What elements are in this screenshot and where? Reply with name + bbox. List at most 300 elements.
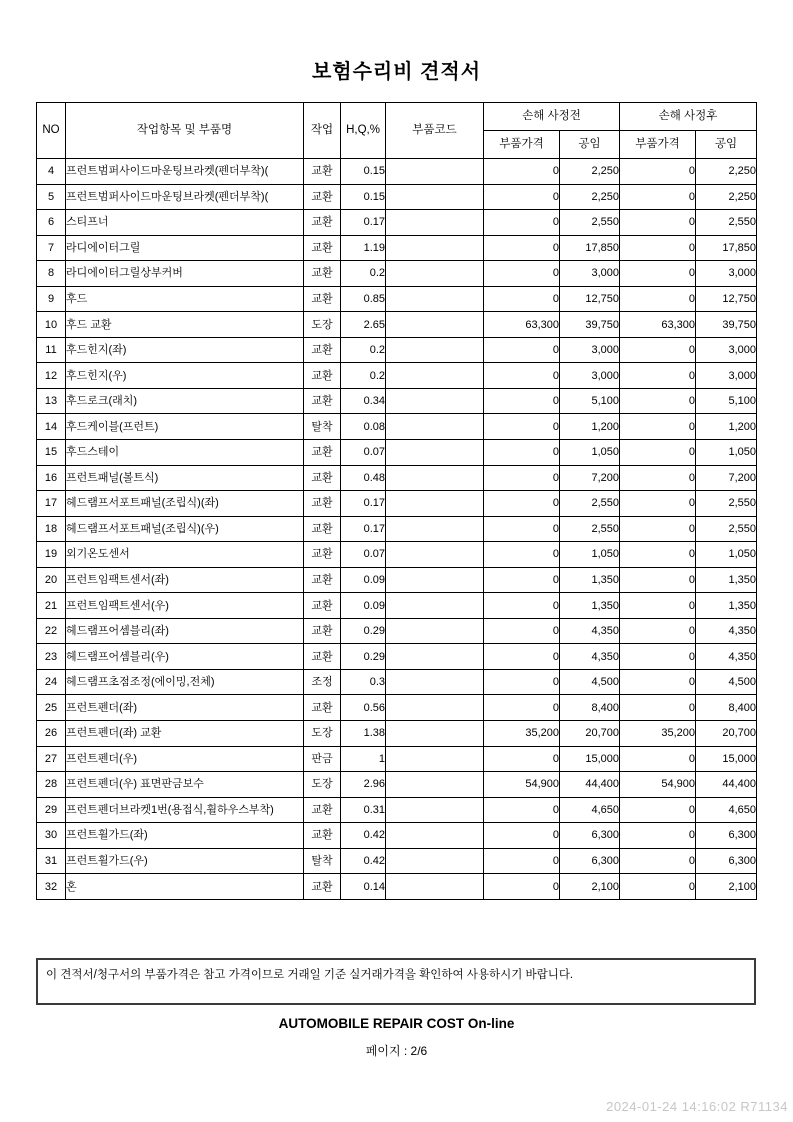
cell-post-labor: 1,050 — [696, 542, 757, 568]
cell-part-code — [386, 567, 484, 593]
table-row — [37, 823, 757, 849]
cell-part-code — [386, 159, 484, 185]
cell-pre-labor: 15,000 — [560, 746, 620, 772]
cell-hq: 0.14 — [341, 874, 386, 900]
cell-post-part-price: 0 — [620, 669, 696, 695]
cell-post-part-price: 0 — [620, 159, 696, 185]
table-row — [37, 337, 757, 363]
cell-pre-part-price: 0 — [484, 695, 560, 721]
table-row — [37, 542, 757, 568]
cell-pre-part-price: 0 — [484, 159, 560, 185]
cell-no: 7 — [37, 235, 66, 261]
cell-no: 20 — [37, 567, 66, 593]
cell-post-labor: 1,050 — [696, 440, 757, 466]
cell-part-code — [386, 695, 484, 721]
header-post-assessment-group: 손해 사정후 — [620, 103, 757, 131]
cell-part-code — [386, 848, 484, 874]
table-row — [37, 388, 757, 414]
cell-post-labor: 6,300 — [696, 848, 757, 874]
cell-pre-part-price: 0 — [484, 286, 560, 312]
cell-pre-labor: 4,650 — [560, 797, 620, 823]
cell-hq: 0.08 — [341, 414, 386, 440]
document-title: 보험수리비 견적서 — [311, 61, 482, 83]
cell-post-labor: 7,200 — [696, 465, 757, 491]
cell-no: 8 — [37, 261, 66, 287]
cell-post-part-price: 0 — [620, 695, 696, 721]
cell-work-type: 교환 — [304, 261, 341, 287]
timestamp-watermark: 2024-01-24 14:16:02 R71134 — [606, 1099, 788, 1114]
cell-item-name: 프런트펜더(우) — [66, 746, 304, 772]
cell-pre-labor: 3,000 — [560, 261, 620, 287]
cell-part-code — [386, 823, 484, 849]
cell-post-part-price: 0 — [620, 363, 696, 389]
cell-work-type: 교환 — [304, 644, 341, 670]
header-pre-assessment-group: 손해 사정전 — [484, 103, 620, 131]
cell-post-labor: 2,250 — [696, 159, 757, 185]
cell-pre-labor: 4,500 — [560, 669, 620, 695]
cell-no: 28 — [37, 772, 66, 798]
cell-pre-labor: 2,550 — [560, 210, 620, 236]
cell-work-type: 도장 — [304, 312, 341, 338]
table-row — [37, 848, 757, 874]
cell-no: 21 — [37, 593, 66, 619]
cell-no: 14 — [37, 414, 66, 440]
cell-part-code — [386, 516, 484, 542]
cell-post-part-price: 0 — [620, 184, 696, 210]
table-row — [37, 312, 757, 338]
cell-post-labor: 17,850 — [696, 235, 757, 261]
header-row-groups — [37, 103, 757, 131]
cell-pre-labor: 5,100 — [560, 388, 620, 414]
cell-item-name: 프런트휠가드(좌) — [66, 823, 304, 849]
cell-hq: 0.3 — [341, 669, 386, 695]
table-row — [37, 491, 757, 517]
cell-part-code — [386, 465, 484, 491]
cell-pre-part-price: 0 — [484, 235, 560, 261]
cell-post-labor: 2,250 — [696, 184, 757, 210]
cell-pre-labor: 17,850 — [560, 235, 620, 261]
cell-item-name: 프런트펜더브라켓1번(용접식,휠하우스부착) — [66, 797, 304, 823]
cell-no: 15 — [37, 440, 66, 466]
cell-work-type: 교환 — [304, 593, 341, 619]
cell-no: 11 — [37, 337, 66, 363]
cell-pre-part-price: 0 — [484, 261, 560, 287]
cell-post-labor: 2,550 — [696, 491, 757, 517]
cell-pre-part-price: 0 — [484, 669, 560, 695]
cell-no: 30 — [37, 823, 66, 849]
cell-work-type: 도장 — [304, 721, 341, 747]
cell-post-part-price: 35,200 — [620, 721, 696, 747]
cell-pre-labor: 1,200 — [560, 414, 620, 440]
cell-pre-part-price: 0 — [484, 465, 560, 491]
cell-part-code — [386, 721, 484, 747]
cell-hq: 0.17 — [341, 516, 386, 542]
cell-post-labor: 4,350 — [696, 644, 757, 670]
cell-part-code — [386, 644, 484, 670]
cell-hq: 0.2 — [341, 337, 386, 363]
cell-work-type: 탈착 — [304, 414, 341, 440]
cell-no: 17 — [37, 491, 66, 517]
cell-post-part-price: 0 — [620, 746, 696, 772]
cell-part-code — [386, 746, 484, 772]
notice-text: 이 견적서/청구서의 부품가격은 참고 가격이므로 거래일 기준 실거래가격을 확인하여 사용하시기 바랍니다. — [46, 969, 574, 981]
cell-item-name: 후드 — [66, 286, 304, 312]
cell-pre-part-price: 63,300 — [484, 312, 560, 338]
cell-pre-labor: 3,000 — [560, 337, 620, 363]
table-row — [37, 618, 757, 644]
cell-post-part-price: 54,900 — [620, 772, 696, 798]
cell-no: 12 — [37, 363, 66, 389]
cell-item-name: 라디에이터그릴상부커버 — [66, 261, 304, 287]
table-row — [37, 261, 757, 287]
cell-post-part-price: 0 — [620, 567, 696, 593]
cell-post-labor: 3,000 — [696, 363, 757, 389]
cell-post-part-price: 0 — [620, 491, 696, 517]
cell-post-labor: 12,750 — [696, 286, 757, 312]
cell-pre-part-price: 0 — [484, 618, 560, 644]
cell-work-type: 교환 — [304, 874, 341, 900]
cell-hq: 2.96 — [341, 772, 386, 798]
cell-part-code — [386, 414, 484, 440]
cell-hq: 0.07 — [341, 440, 386, 466]
cell-item-name: 후드케이블(프런트) — [66, 414, 304, 440]
cell-post-labor: 20,700 — [696, 721, 757, 747]
cell-hq: 0.15 — [341, 159, 386, 185]
cell-no: 19 — [37, 542, 66, 568]
cell-work-type: 교환 — [304, 516, 341, 542]
cell-hq: 1.19 — [341, 235, 386, 261]
cell-hq: 0.56 — [341, 695, 386, 721]
cell-pre-part-price: 0 — [484, 567, 560, 593]
cell-no: 27 — [37, 746, 66, 772]
cell-post-labor: 44,400 — [696, 772, 757, 798]
cell-part-code — [386, 491, 484, 517]
table-row — [37, 159, 757, 185]
cell-work-type: 교환 — [304, 465, 341, 491]
estimate-table-body — [37, 159, 757, 900]
table-row — [37, 235, 757, 261]
table-row — [37, 414, 757, 440]
cell-no: 6 — [37, 210, 66, 236]
page-number: 페이지 : 2/6 — [365, 1044, 428, 1058]
cell-item-name: 프런트패널(볼트식) — [66, 465, 304, 491]
table-row — [37, 363, 757, 389]
cell-pre-part-price: 0 — [484, 848, 560, 874]
cell-no: 16 — [37, 465, 66, 491]
table-row — [37, 593, 757, 619]
cell-pre-part-price: 35,200 — [484, 721, 560, 747]
cell-part-code — [386, 363, 484, 389]
cell-item-name: 스티프너 — [66, 210, 304, 236]
cell-pre-labor: 1,350 — [560, 593, 620, 619]
cell-item-name: 프런트임팩트센서(좌) — [66, 567, 304, 593]
cell-item-name: 후드 교환 — [66, 312, 304, 338]
cell-work-type: 교환 — [304, 491, 341, 517]
cell-hq: 0.29 — [341, 618, 386, 644]
cell-item-name: 혼 — [66, 874, 304, 900]
cell-pre-part-price: 0 — [484, 363, 560, 389]
cell-post-part-price: 63,300 — [620, 312, 696, 338]
cell-post-labor: 15,000 — [696, 746, 757, 772]
header-pre-labor: 공임 — [560, 131, 620, 159]
cell-pre-labor: 3,000 — [560, 363, 620, 389]
cell-work-type: 교환 — [304, 695, 341, 721]
cell-no: 32 — [37, 874, 66, 900]
cell-post-part-price: 0 — [620, 286, 696, 312]
table-row — [37, 440, 757, 466]
cell-work-type: 교환 — [304, 184, 341, 210]
cell-post-part-price: 0 — [620, 337, 696, 363]
cell-no: 23 — [37, 644, 66, 670]
header-no: NO — [37, 103, 66, 159]
cell-post-part-price: 0 — [620, 874, 696, 900]
cell-item-name: 프런트펜더(좌) — [66, 695, 304, 721]
cell-pre-part-price: 0 — [484, 644, 560, 670]
cell-part-code — [386, 388, 484, 414]
cell-post-part-price: 0 — [620, 261, 696, 287]
header-post-labor: 공임 — [696, 131, 757, 159]
cell-work-type: 교환 — [304, 159, 341, 185]
table-row — [37, 797, 757, 823]
notice-box — [36, 958, 756, 1005]
cell-no: 24 — [37, 669, 66, 695]
table-row — [37, 746, 757, 772]
cell-post-part-price: 0 — [620, 542, 696, 568]
cell-item-name: 후드힌지(우) — [66, 363, 304, 389]
cell-work-type: 교환 — [304, 388, 341, 414]
header-part-code: 부품코드 — [386, 103, 484, 159]
cell-post-labor: 3,000 — [696, 261, 757, 287]
cell-item-name: 프런트임팩트센서(우) — [66, 593, 304, 619]
brand-line: AUTOMOBILE REPAIR COST On-line — [278, 1016, 515, 1031]
cell-work-type: 교환 — [304, 235, 341, 261]
cell-pre-labor: 4,350 — [560, 618, 620, 644]
cell-post-labor: 1,350 — [696, 593, 757, 619]
cell-post-part-price: 0 — [620, 823, 696, 849]
cell-pre-part-price: 54,900 — [484, 772, 560, 798]
cell-hq: 0.85 — [341, 286, 386, 312]
cell-pre-labor: 6,300 — [560, 848, 620, 874]
cell-post-labor: 2,550 — [696, 516, 757, 542]
cell-work-type: 교환 — [304, 337, 341, 363]
cell-pre-part-price: 0 — [484, 491, 560, 517]
cell-pre-labor: 1,350 — [560, 567, 620, 593]
cell-item-name: 후드힌지(좌) — [66, 337, 304, 363]
cell-part-code — [386, 874, 484, 900]
cell-hq: 0.48 — [341, 465, 386, 491]
cell-hq: 0.09 — [341, 593, 386, 619]
cell-pre-part-price: 0 — [484, 184, 560, 210]
cell-item-name: 헤드램프서포트패널(조립식)(우) — [66, 516, 304, 542]
cell-pre-part-price: 0 — [484, 746, 560, 772]
cell-post-labor: 4,350 — [696, 618, 757, 644]
cell-part-code — [386, 618, 484, 644]
cell-item-name: 헤드램프어셈블리(우) — [66, 644, 304, 670]
cell-post-part-price: 0 — [620, 593, 696, 619]
cell-pre-labor: 1,050 — [560, 440, 620, 466]
cell-part-code — [386, 235, 484, 261]
cell-post-part-price: 0 — [620, 440, 696, 466]
cell-work-type: 도장 — [304, 772, 341, 798]
cell-item-name: 프런트범퍼사이드마운팅브라켓(펜더부착)( — [66, 184, 304, 210]
cell-hq: 0.29 — [341, 644, 386, 670]
cell-part-code — [386, 261, 484, 287]
cell-post-part-price: 0 — [620, 618, 696, 644]
cell-item-name: 외기온도센서 — [66, 542, 304, 568]
table-row — [37, 721, 757, 747]
cell-pre-part-price: 0 — [484, 388, 560, 414]
cell-hq: 0.07 — [341, 542, 386, 568]
cell-post-labor: 2,550 — [696, 210, 757, 236]
cell-item-name: 헤드램프어셈블리(좌) — [66, 618, 304, 644]
cell-pre-part-price: 0 — [484, 440, 560, 466]
cell-work-type: 조정 — [304, 669, 341, 695]
cell-pre-labor: 2,550 — [560, 491, 620, 517]
cell-work-type: 탈착 — [304, 848, 341, 874]
cell-no: 9 — [37, 286, 66, 312]
cell-pre-labor: 2,250 — [560, 184, 620, 210]
cell-item-name: 프런트펜더(우) 표면판금보수 — [66, 772, 304, 798]
cell-post-labor: 39,750 — [696, 312, 757, 338]
cell-part-code — [386, 772, 484, 798]
cell-part-code — [386, 337, 484, 363]
cell-item-name: 헤드램프초점조정(에이밍,전체) — [66, 669, 304, 695]
cell-pre-part-price: 0 — [484, 542, 560, 568]
cell-item-name: 후드스테이 — [66, 440, 304, 466]
cell-pre-labor: 44,400 — [560, 772, 620, 798]
cell-pre-part-price: 0 — [484, 874, 560, 900]
cell-post-part-price: 0 — [620, 797, 696, 823]
header-hq: H,Q,% — [341, 103, 386, 159]
cell-work-type: 교환 — [304, 286, 341, 312]
cell-no: 22 — [37, 618, 66, 644]
cell-post-part-price: 0 — [620, 516, 696, 542]
cell-pre-labor: 8,400 — [560, 695, 620, 721]
cell-post-labor: 5,100 — [696, 388, 757, 414]
cell-work-type: 교환 — [304, 542, 341, 568]
header-work: 작업 — [304, 103, 341, 159]
cell-post-part-price: 0 — [620, 848, 696, 874]
cell-no: 13 — [37, 388, 66, 414]
cell-pre-part-price: 0 — [484, 414, 560, 440]
cell-item-name: 라디에이터그릴 — [66, 235, 304, 261]
cell-item-name: 프런트범퍼사이드마운팅브라켓(펜더부착)( — [66, 159, 304, 185]
cell-post-labor: 8,400 — [696, 695, 757, 721]
table-row — [37, 874, 757, 900]
table-row — [37, 516, 757, 542]
cell-no: 29 — [37, 797, 66, 823]
cell-pre-part-price: 0 — [484, 516, 560, 542]
cell-post-labor: 4,500 — [696, 669, 757, 695]
cell-part-code — [386, 669, 484, 695]
cell-post-labor: 4,650 — [696, 797, 757, 823]
cell-no: 26 — [37, 721, 66, 747]
cell-work-type: 교환 — [304, 363, 341, 389]
cell-work-type: 교환 — [304, 797, 341, 823]
cell-item-name: 프런트휠가드(우) — [66, 848, 304, 874]
cell-post-part-price: 0 — [620, 210, 696, 236]
table-row — [37, 644, 757, 670]
cell-item-name: 헤드램프서포트패널(조립식)(좌) — [66, 491, 304, 517]
cell-post-labor: 6,300 — [696, 823, 757, 849]
cell-post-part-price: 0 — [620, 235, 696, 261]
cell-work-type: 판금 — [304, 746, 341, 772]
table-row — [37, 772, 757, 798]
cell-hq: 0.15 — [341, 184, 386, 210]
cell-hq: 2.65 — [341, 312, 386, 338]
cell-pre-labor: 1,050 — [560, 542, 620, 568]
cell-part-code — [386, 312, 484, 338]
cell-pre-part-price: 0 — [484, 337, 560, 363]
cell-post-part-price: 0 — [620, 388, 696, 414]
cell-hq: 1 — [341, 746, 386, 772]
cell-hq: 0.42 — [341, 823, 386, 849]
cell-no: 4 — [37, 159, 66, 185]
cell-pre-labor: 4,350 — [560, 644, 620, 670]
cell-pre-part-price: 0 — [484, 210, 560, 236]
cell-part-code — [386, 542, 484, 568]
cell-hq: 0.2 — [341, 363, 386, 389]
cell-pre-part-price: 0 — [484, 823, 560, 849]
cell-no: 5 — [37, 184, 66, 210]
estimate-table — [36, 102, 757, 900]
cell-hq: 0.09 — [341, 567, 386, 593]
cell-pre-labor: 20,700 — [560, 721, 620, 747]
table-row — [37, 210, 757, 236]
cell-hq: 0.17 — [341, 491, 386, 517]
cell-pre-labor: 12,750 — [560, 286, 620, 312]
header-post-part-price: 부품가격 — [620, 131, 696, 159]
cell-work-type: 교환 — [304, 823, 341, 849]
cell-part-code — [386, 184, 484, 210]
cell-work-type: 교환 — [304, 440, 341, 466]
cell-pre-labor: 39,750 — [560, 312, 620, 338]
cell-hq: 0.42 — [341, 848, 386, 874]
cell-item-name: 후드로크(래치) — [66, 388, 304, 414]
cell-hq: 0.2 — [341, 261, 386, 287]
cell-part-code — [386, 210, 484, 236]
cell-part-code — [386, 593, 484, 619]
cell-no: 18 — [37, 516, 66, 542]
cell-part-code — [386, 797, 484, 823]
cell-post-labor: 1,350 — [696, 567, 757, 593]
table-row — [37, 695, 757, 721]
header-pre-part-price: 부품가격 — [484, 131, 560, 159]
cell-pre-labor: 2,550 — [560, 516, 620, 542]
estimate-table-header — [37, 103, 757, 159]
cell-hq: 0.31 — [341, 797, 386, 823]
cell-work-type: 교환 — [304, 618, 341, 644]
cell-post-labor: 1,200 — [696, 414, 757, 440]
cell-item-name: 프런트펜더(좌) 교환 — [66, 721, 304, 747]
cell-post-labor: 2,100 — [696, 874, 757, 900]
cell-work-type: 교환 — [304, 210, 341, 236]
table-row — [37, 567, 757, 593]
cell-no: 25 — [37, 695, 66, 721]
cell-no: 31 — [37, 848, 66, 874]
cell-pre-part-price: 0 — [484, 797, 560, 823]
cell-no: 10 — [37, 312, 66, 338]
cell-part-code — [386, 440, 484, 466]
table-row — [37, 669, 757, 695]
cell-pre-labor: 2,100 — [560, 874, 620, 900]
cell-hq: 0.34 — [341, 388, 386, 414]
cell-hq: 0.17 — [341, 210, 386, 236]
header-item: 작업항목 및 부품명 — [66, 103, 304, 159]
cell-post-part-price: 0 — [620, 644, 696, 670]
cell-pre-labor: 7,200 — [560, 465, 620, 491]
table-row — [37, 465, 757, 491]
